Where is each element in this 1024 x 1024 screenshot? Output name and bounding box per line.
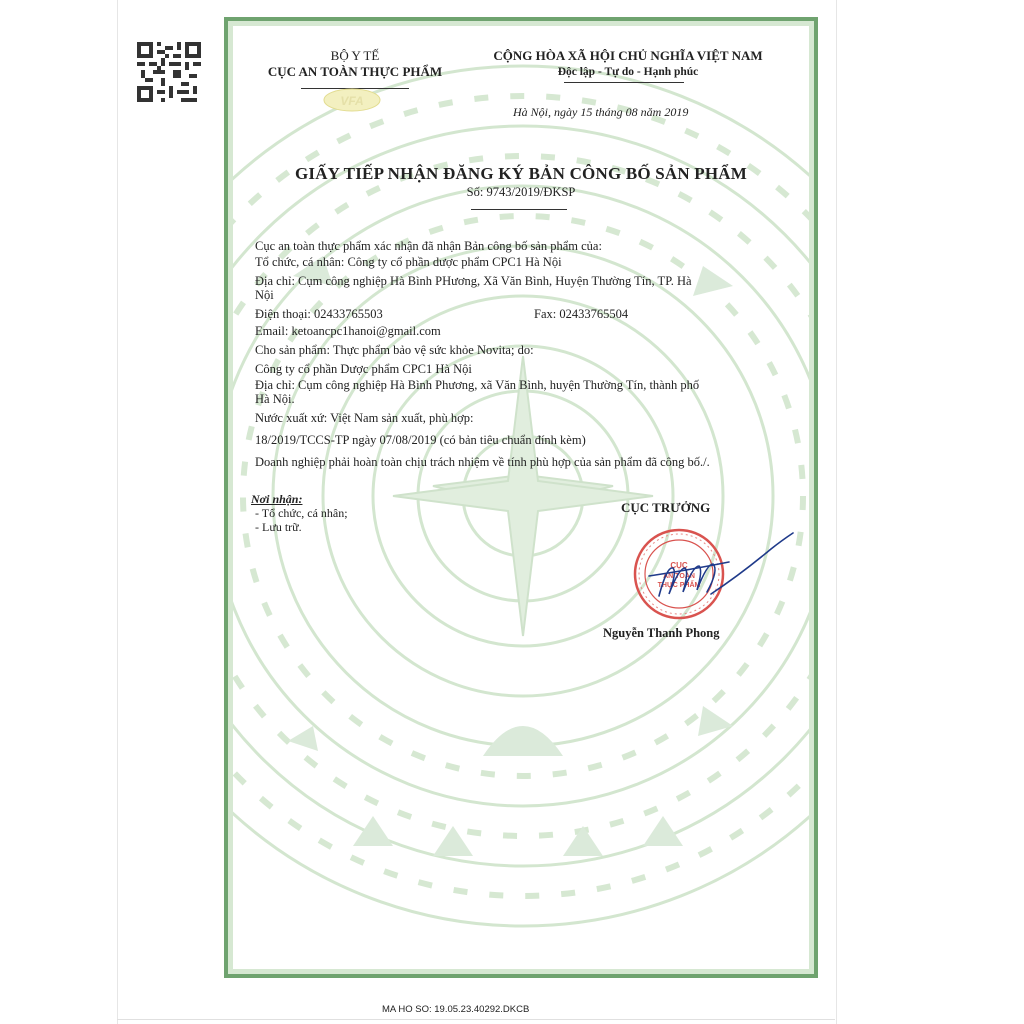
signatory-name: Nguyễn Thanh Phong	[603, 626, 720, 640]
body-fax: Fax: 02433765504	[534, 307, 629, 321]
ministry-name: BỘ Y TẾ	[330, 48, 380, 63]
body-phone: Điện thoại: 02433765503	[255, 307, 383, 321]
certificate-content	[233, 26, 809, 969]
vfa-logo-text: VFA	[340, 94, 364, 108]
nation-header	[463, 48, 793, 80]
body-organization: Tổ chức, cá nhân: Công ty cổ phần dược phẩm CPC1 Hà Nội	[255, 255, 562, 269]
official-stamp-and-signature	[619, 516, 809, 626]
body-address-1: Địa chỉ: Cụm công nghiệp Hà Bình PHương, Xã Văn Bình, Huyện Thường Tín, TP. Hà	[255, 274, 692, 288]
qr-code-icon	[137, 42, 201, 102]
issue-date: Hà Nội, ngày 15 tháng 08 năm 2019	[513, 105, 689, 119]
record-code: MA HO SO: 19.05.23.40292.DKCB	[382, 1004, 530, 1015]
certificate-body	[228, 21, 814, 974]
page-bottom-rule	[117, 1019, 835, 1020]
svg-text:AN TOÀN: AN TOÀN	[663, 573, 695, 580]
svg-text:CỤC: CỤC	[670, 561, 688, 570]
body-standard: 18/2019/TCCS-TP ngày 07/08/2019 (có bản tiêu chuẩn đính kèm)	[255, 433, 586, 447]
body-responsibility: Doanh nghiệp phải hoàn toàn chịu trách nhiệm về tính phù hợp của sản phẩm đã công bố./.	[255, 455, 710, 469]
recipient-item: - Tổ chức, cá nhân;	[255, 506, 348, 520]
signatory-title: CỤC TRƯỞNG	[621, 500, 711, 515]
header-right-rule	[564, 82, 684, 83]
body-address-2: Địa chỉ: Cụm công nghiệp Hà Bình Phương, xã Văn Bình, huyện Thường Tín, thành phố	[255, 378, 700, 392]
body-manufacturer: Công ty cổ phần Dược phẩm CPC1 Hà Nội	[255, 362, 472, 376]
document-title: GIẤY TIẾP NHẬN ĐĂNG KÝ BẢN CÔNG BỐ SẢN PHẨM	[294, 164, 748, 183]
nation-name: CỘNG HÒA XÃ HỘI CHỦ NGHĨA VIỆT NAM	[493, 48, 763, 63]
vfa-logo-icon	[321, 84, 383, 114]
certificate-frame	[224, 17, 818, 978]
recipients-heading: Nơi nhận:	[251, 492, 303, 506]
body-address-2-cont: Hà Nội.	[255, 392, 295, 406]
recipient-item: - Lưu trữ.	[255, 520, 302, 534]
body-origin: Nước xuất xứ: Việt Nam sản xuất, phù hợp:	[255, 411, 474, 425]
title-rule	[471, 209, 567, 210]
recipients-block	[251, 492, 348, 534]
body-intro: Cục an toàn thực phẩm xác nhận đã nhận Bản công bố sản phẩm của:	[255, 239, 602, 253]
body-address-1-cont: Nội	[255, 288, 274, 302]
issuer-header	[265, 48, 445, 80]
agency-name: CỤC AN TOÀN THỰC PHẨM	[267, 64, 443, 79]
nation-motto: Độc lập - Tự do - Hạnh phúc	[557, 66, 699, 78]
body-email: Email: ketoancpc1hanoi@gmail.com	[255, 324, 441, 338]
svg-text:THỰC PHẨM: THỰC PHẨM	[657, 582, 701, 589]
document-number: Số: 9743/2019/ĐKSP	[466, 185, 576, 199]
body-product: Cho sản phẩm: Thực phẩm bảo vệ sức khỏe Novita; do:	[255, 343, 534, 357]
